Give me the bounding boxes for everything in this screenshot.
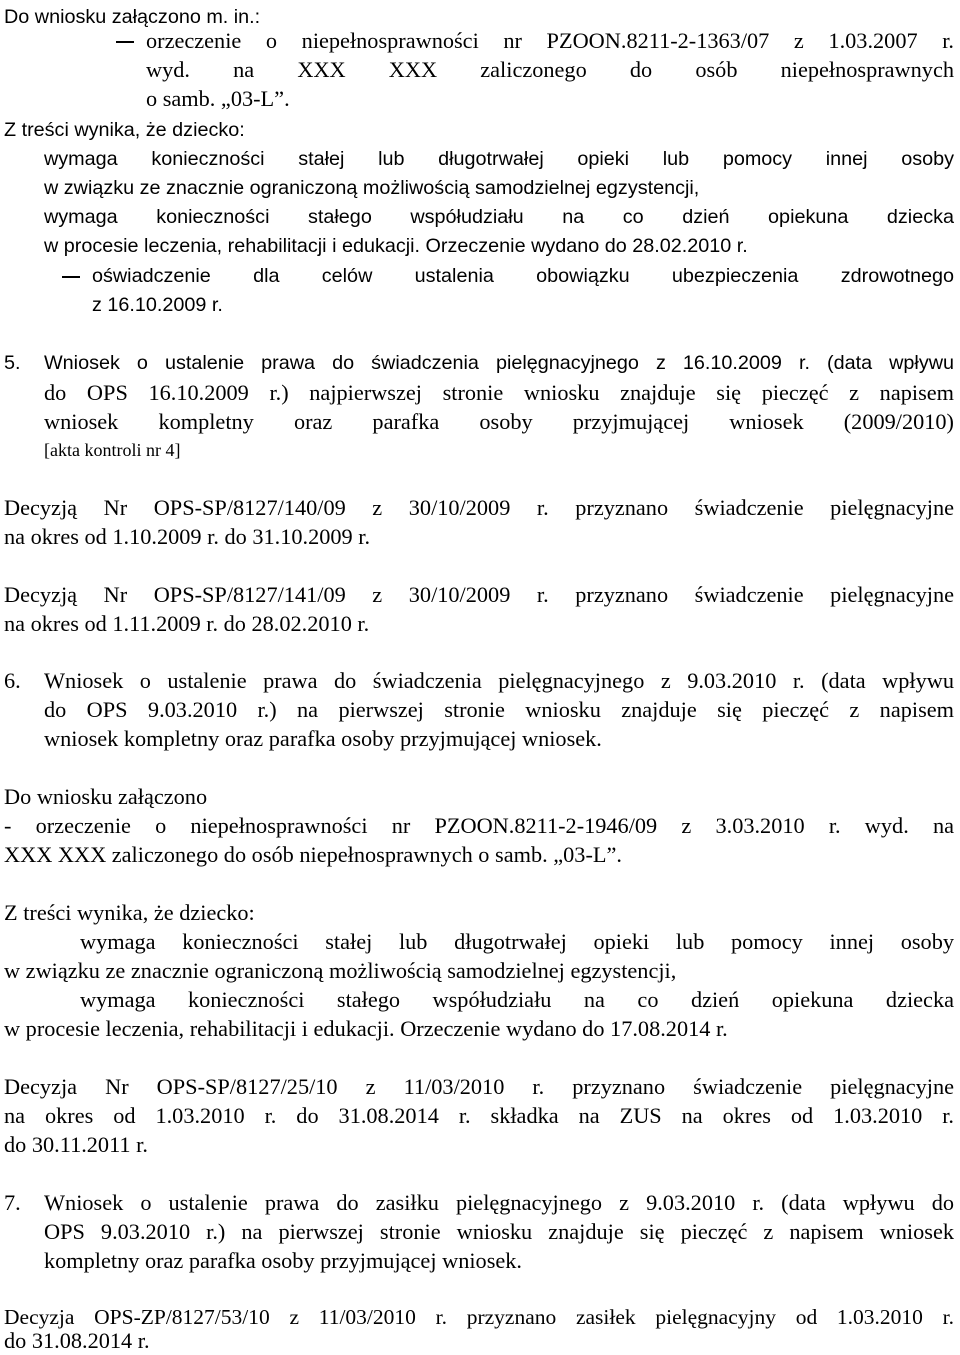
section-5-line3: wniosek kompletny oraz parafka osoby przyjmującej wniosek (2009/2010) [44, 409, 954, 434]
section-6-number: 6. [4, 668, 21, 693]
section-6-decision-line3: do 30.11.2011 r. [4, 1132, 148, 1157]
list-dash-marker [62, 276, 80, 278]
list-dash-marker [116, 41, 134, 43]
needs-line-1-cont: w związku ze znacznie ograniczoną możliwością samodzielnej egzystencji, [44, 177, 700, 199]
attachment-item-1-line3: o samb. „03-L”. [146, 86, 290, 111]
content-intro: Z treści wynika, że dziecko: [4, 119, 245, 141]
section-6-attached-line2: XXX XXX zaliczonego do osób niepełnosprawnych o samb. „03-L”. [4, 842, 622, 867]
section-7-line2: OPS 9.03.2010 r.) na pierwszej stronie wniosku znajduje się pieczęć z napisem wniosek [44, 1219, 954, 1244]
section-5-decision1-line2: na okres od 1.10.2009 r. do 31.10.2009 r. [4, 524, 371, 549]
section-7-decision-line2: do 31.08.2014 r. [4, 1328, 150, 1353]
attachments-heading: Do wniosku załączono m. in.: [4, 6, 261, 28]
section-5-line4: [akta kontroli nr 4] [44, 440, 181, 460]
section-7-line3: kompletny oraz parafka osoby przyjmującej wniosek. [44, 1248, 522, 1273]
section-5-number: 5. [4, 352, 21, 374]
section-6-attached-heading: Do wniosku załączono [4, 784, 208, 809]
section-5-decision2-line2: na okres od 1.11.2009 r. do 28.02.2010 r. [4, 611, 370, 636]
attachment-item-2-line1: oświadczenie dla celów ustalenia obowiązku ubezpieczenia zdrowotnego [92, 265, 954, 287]
section-5-line2: do OPS 16.10.2009 r.) najpierwszej stronie wniosku znajduje się pieczęć z napisem [44, 380, 954, 405]
section-6-line3: wniosek kompletny oraz parafka osoby przyjmującej wniosek. [44, 726, 602, 751]
attachment-item-1-line2: wyd. na XXX XXX zaliczonego do osób niepełnosprawnych [146, 57, 954, 82]
section-6-line2: do OPS 9.03.2010 r.) na pierwszej stronie wniosku znajduje się pieczęć z napisem [44, 697, 954, 722]
needs-line-2-cont: w procesie leczenia, rehabilitacji i edukacji. Orzeczenie wydano do 28.02.2010 r. [44, 235, 748, 257]
section-6-needs-line-1-cont: w związku ze znacznie ograniczoną możliwością samodzielnej egzystencji, [4, 958, 677, 983]
attachment-item-2-line2: z 16.10.2009 r. [92, 294, 223, 316]
section-5-line1: Wniosek o ustalenie prawa do świadczenia pielęgnacyjnego z 16.10.2009 r. (data wpływu [44, 352, 954, 374]
section-7-number: 7. [4, 1190, 21, 1215]
section-5-decision1-line1: Decyzją Nr OPS-SP/8127/140/09 z 30/10/2009 r. przyznano świadczenie pielęgnacyjne [4, 495, 954, 520]
needs-line-1: wymaga konieczności stałej lub długotrwałej opieki lub pomocy innej osoby [44, 148, 954, 170]
attachment-item-1-line1: orzeczenie o niepełnosprawności nr PZOON.8211-2-1363/07 z 1.03.2007 r. [146, 28, 954, 53]
section-6-line1: Wniosek o ustalenie prawa do świadczenia pielęgnacyjnego z 9.03.2010 r. (data wpływu [44, 668, 954, 693]
section-6-decision-line2: na okres od 1.03.2010 r. do 31.08.2014 r. składka na ZUS na okres od 1.03.2010 r. [4, 1103, 954, 1128]
section-7-decision-line1: Decyzja OPS-ZP/8127/53/10 z 11/03/2010 r. przyznano zasiłek pielęgnacyjny od 1.03.2010 r. [4, 1305, 954, 1329]
section-6-decision-line1: Decyzja Nr OPS-SP/8127/25/10 z 11/03/2010 r. przyznano świadczenie pielęgnacyjne [4, 1074, 954, 1099]
section-6-needs-line-2: wymaga konieczności stałego współudziału na co dzień opiekuna dziecka [80, 987, 954, 1012]
section-6-needs-line-2-cont: w procesie leczenia, rehabilitacji i edukacji. Orzeczenie wydano do 17.08.2014 r. [4, 1016, 728, 1041]
section-7-line1: Wniosek o ustalenie prawa do zasiłku pielęgnacyjnego z 9.03.2010 r. (data wpływu do [44, 1190, 954, 1215]
section-6-content-intro: Z treści wynika, że dziecko: [4, 900, 255, 925]
section-6-attached-line1: - orzeczenie o niepełnosprawności nr PZOON.8211-2-1946/09 z 3.03.2010 r. wyd. na [4, 813, 954, 838]
needs-line-2: wymaga konieczności stałego współudziału na co dzień opiekuna dziecka [44, 206, 954, 228]
section-6-needs-line-1: wymaga konieczności stałej lub długotrwałej opieki lub pomocy innej osoby [80, 929, 954, 954]
section-5-decision2-line1: Decyzją Nr OPS-SP/8127/141/09 z 30/10/2009 r. przyznano świadczenie pielęgnacyjne [4, 582, 954, 607]
